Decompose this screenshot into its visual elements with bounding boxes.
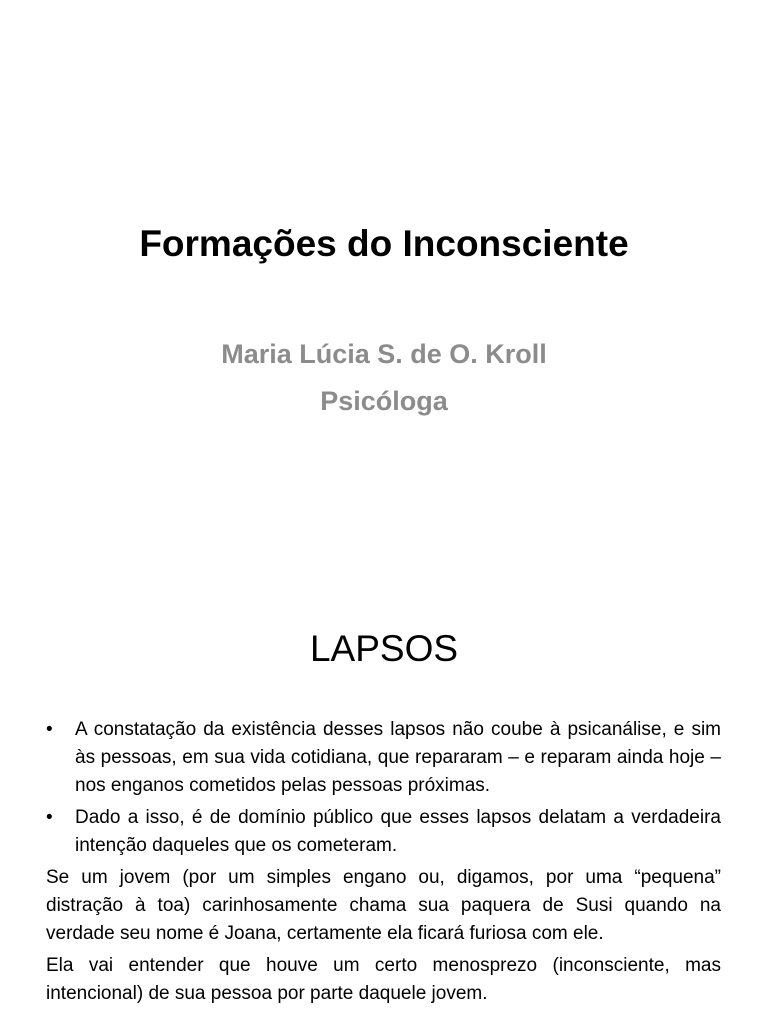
- lapsos-slide: [0, 576, 768, 1024]
- bullet-icon: •: [46, 807, 53, 828]
- author-name: Maria Lúcia S. de O. Kroll: [221, 339, 547, 369]
- body-paragraph: Se um jovem (por um simples engano ou, digamos, por uma “pequena” distração à toa) carinhosamente chama sua paquera de Susi quando na verdade seu nome é Joana, certamente ela ficará furiosa com ele.: [46, 867, 721, 944]
- bullet-text: Dado a isso, é de domínio público que esses lapsos delatam a verdadeira intenção daqueles que os cometeram.: [75, 807, 721, 856]
- slide-title: LAPSOS: [309, 628, 459, 669]
- bullet-item: [46, 804, 721, 860]
- bullet-item: [46, 716, 721, 800]
- slide-body: [46, 716, 721, 1012]
- bullet-text: A constatação da existência desses lapsos não coube à psicanálise, e sim às pessoas, em sua vida cotidiana, que repararam – e reparam ainda hoje – nos enganos cometidos pelas pessoas próximas.: [75, 719, 721, 796]
- slide-title: Formações do Inconsciente: [139, 223, 629, 264]
- author-role: Psicóloga: [320, 386, 448, 416]
- bullet-icon: •: [46, 719, 53, 740]
- body-paragraph: Ela vai entender que houve um certo menosprezo (inconsciente, mas intencional) de sua pessoa por parte daquele jovem.: [46, 955, 721, 1004]
